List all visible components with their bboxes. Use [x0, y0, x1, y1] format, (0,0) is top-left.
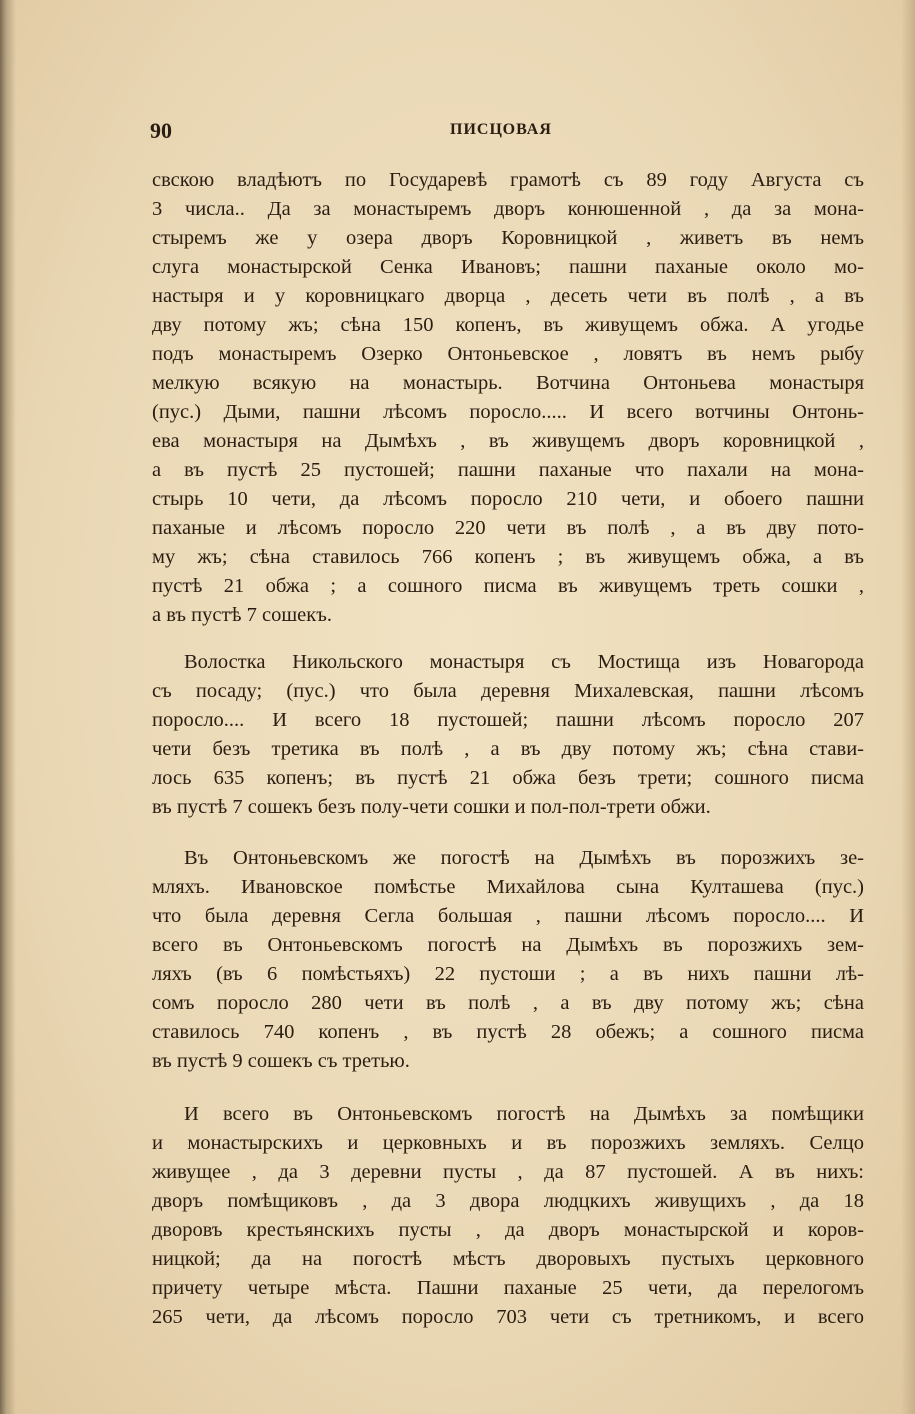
- paragraph-2: [152, 648, 864, 822]
- text-line: сомъ поросло 280 чети въ полѣ , а въ дву потому жъ; сѣна: [152, 992, 864, 1014]
- page-header: [150, 118, 860, 148]
- text-line: живущее , да 3 деревни пусты , да 87 пустошей. А въ нихъ:: [152, 1161, 864, 1183]
- page-number: 90: [150, 118, 172, 143]
- text-line: мляхъ. Ивановское помѣстье Михайлова сына Култашева (пус.): [152, 876, 864, 898]
- text-line: дву потому жъ; сѣна 150 копенъ, въ живущемъ обжа. А угодье: [152, 314, 864, 336]
- text-line: 3 числа.. Да за монастыремъ дворъ конюшенной , да за мона-: [152, 198, 864, 220]
- text-line: поросло.... И всего 18 пустошей; пашни лѣсомъ поросло 207: [152, 709, 864, 731]
- text-line: Волостка Никольского монастыря съ Мостища изъ Новагорода: [184, 651, 864, 673]
- text-line: ставилось 740 копенъ , въ пустѣ 28 обежъ; а сошного писма: [152, 1021, 864, 1043]
- text-line: мелкую всякую на монастырь. Вотчина Онтоньева монастыря: [152, 372, 864, 394]
- text-line: 265 чети, да лѣсомъ поросло 703 чети съ третникомъ, и всего: [152, 1306, 864, 1328]
- text-line: чети безъ третика въ полѣ , а въ дву потому жъ; сѣна стави-: [152, 738, 864, 760]
- text-line: съ посаду; (пус.) что была деревня Михалевская, пашни лѣсомъ: [152, 680, 864, 702]
- text-line: (пус.) Дыми, пашни лѣсомъ поросло..... И всего вотчины Онтонь-: [152, 401, 864, 423]
- paragraph-3: [152, 844, 864, 1076]
- binding-shadow: [0, 0, 16, 1414]
- text-line: му жъ; сѣна ставилось 766 копенъ ; въ живущемъ обжа, а въ: [152, 546, 864, 568]
- text-line: стырь 10 чети, да лѣсомъ поросло 210 чети, и обоего пашни: [152, 488, 864, 510]
- paragraph-4: [152, 1100, 864, 1332]
- text-line: стыремъ же у озера дворъ Коровницкой , живетъ въ немъ: [152, 227, 864, 249]
- text-line: въ пустѣ 9 сошекъ съ третью.: [152, 1050, 410, 1072]
- text-line: подъ монастыремъ Озерко Онтоньевское , ловятъ въ немъ рыбу: [152, 343, 864, 365]
- text-line: въ пустѣ 7 сошекъ безъ полу-чети сошки и пол-пол-трети обжи.: [152, 796, 711, 818]
- text-line: И всего въ Онтоньевскомъ погостѣ на Дымѣхъ за помѣщики: [184, 1103, 864, 1125]
- text-line: а въ пустѣ 7 сошекъ.: [152, 604, 332, 626]
- text-line: а въ пустѣ 25 пустошей; пашни паханые что пахали на мона-: [152, 459, 864, 481]
- text-line: ляхъ (въ 6 помѣстьяхъ) 22 пустоши ; а въ нихъ пашни лѣ-: [152, 963, 864, 985]
- text-line: ницкой; да на погостѣ мѣстъ дворовыхъ пустыхъ церковного: [152, 1248, 864, 1270]
- text-line: настыря и у коровницкаго дворца , десеть чети въ полѣ , а въ: [152, 285, 864, 307]
- text-line: пустѣ 21 обжа ; а сошного писма въ живущемъ треть сошки ,: [152, 575, 864, 597]
- body-text: [152, 166, 864, 1342]
- paragraph-1: [152, 166, 864, 630]
- text-line: и монастырскихъ и церковныхъ и въ порозжихъ земляхъ. Селцо: [152, 1132, 864, 1154]
- text-line: свскою владѣютъ по Государевѣ грамотѣ съ 89 году Августа съ: [152, 169, 864, 191]
- text-line: дворовъ крестьянскихъ пусты , да дворъ монастырской и коров-: [152, 1219, 864, 1241]
- text-line: причету четыре мѣста. Пашни паханые 25 чети, да перелогомъ: [152, 1277, 864, 1299]
- text-line: что была деревня Сегла большая , пашни лѣсомъ поросло.... И: [152, 905, 864, 927]
- running-head: ПИСЦОВАЯ: [450, 121, 552, 138]
- text-line: паханые и лѣсомъ поросло 220 чети въ полѣ , а въ дву пото-: [152, 517, 864, 539]
- text-line: всего въ Онтоньевскомъ погостѣ на Дымѣхъ въ порозжихъ зем-: [152, 934, 864, 956]
- text-line: слуга монастырской Сенка Ивановъ; пашни паханые около мо-: [152, 256, 864, 278]
- text-line: лось 635 копенъ; въ пустѣ 21 обжа безъ трети; сошного писма: [152, 767, 864, 789]
- page-edge-shadow: [901, 0, 915, 1414]
- text-line: Въ Онтоньевскомъ же погостѣ на Дымѣхъ въ порозжихъ зе-: [184, 847, 864, 869]
- text-line: ева монастыря на Дымѣхъ , въ живущемъ дворъ коровницкой ,: [152, 430, 864, 452]
- text-line: дворъ помѣщиковъ , да 3 двора людцкихъ живущихъ , да 18: [152, 1190, 864, 1212]
